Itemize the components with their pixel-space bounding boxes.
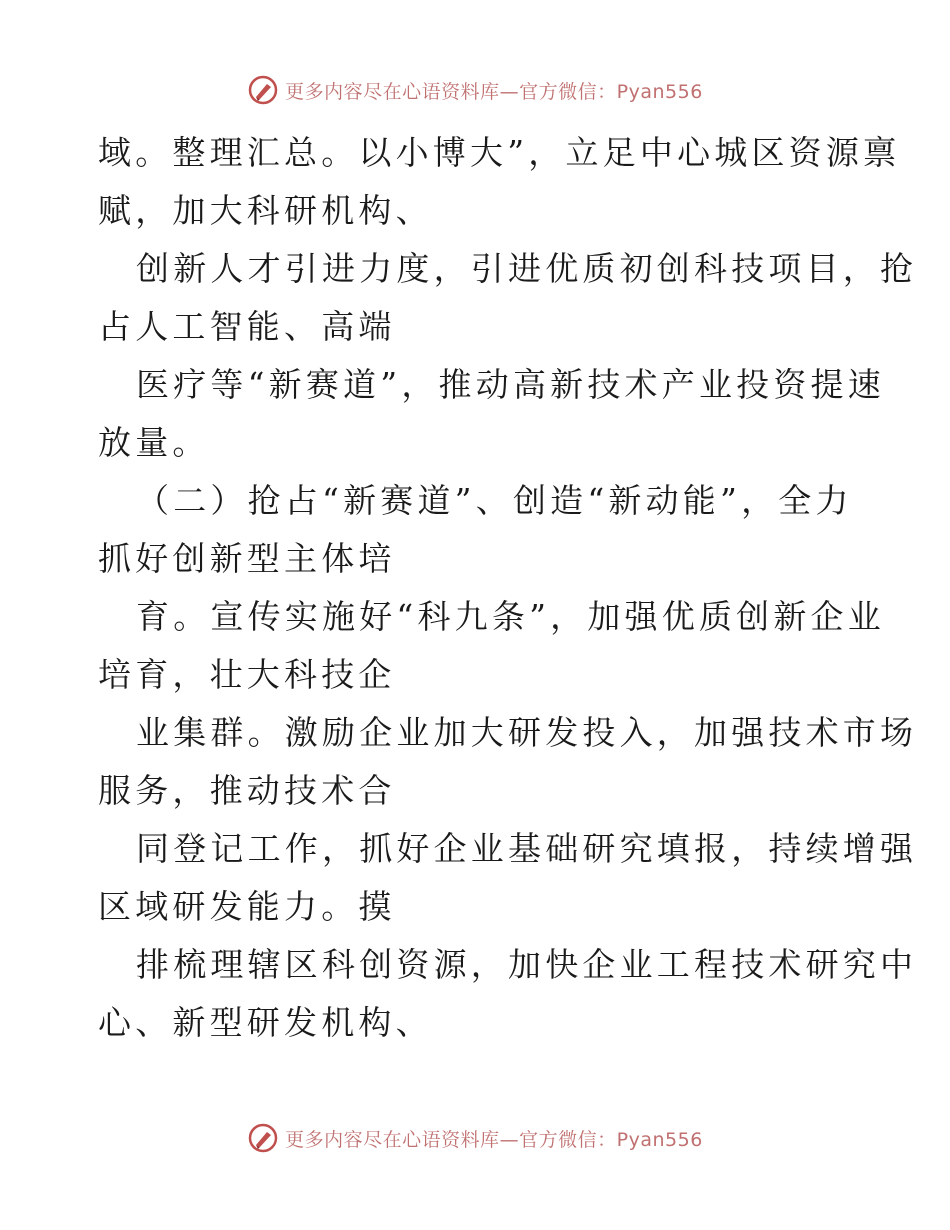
- text-line: 同登记工作，抓好企业基础研究填报，持续增强: [136, 829, 918, 868]
- watermark-text: 更多内容尽在心语资料库—官方微信：Pyan556: [285, 1128, 703, 1151]
- text-line: 域。整理汇总。以小博大”，立足中心城区资源禀: [98, 133, 901, 172]
- text-line: 抓好创新型主体培: [98, 539, 396, 578]
- text-line: 业集群。激励企业加大研发投入，加强技术市场: [136, 713, 918, 752]
- pen-logo-icon: [247, 74, 279, 106]
- watermark-text: 更多内容尽在心语资料库—官方微信：Pyan556: [285, 80, 703, 103]
- text-line: 赋，加大科研机构、: [98, 191, 433, 230]
- document-body: [98, 124, 918, 1052]
- text-line: 创新人才引进力度，引进优质初创科技项目，抢: [136, 249, 918, 288]
- text-line: 医疗等“新赛道”，推动高新技术产业投资提速: [136, 365, 885, 404]
- text-line: 排梳理辖区科创资源，加快企业工程技术研究中: [136, 945, 918, 984]
- text-line: 占人工智能、高端: [98, 307, 396, 346]
- text-line: 服务，推动技术合: [98, 771, 396, 810]
- header-watermark: [0, 74, 950, 106]
- footer-watermark: [0, 1122, 950, 1154]
- text-line: （二）抢占“新赛道”、创造“新动能”，全力: [136, 481, 853, 520]
- pen-logo-icon: [247, 1122, 279, 1154]
- text-line: 区域研发能力。摸: [98, 887, 396, 926]
- text-line: 心、新型研发机构、: [98, 1003, 433, 1042]
- text-line: 育。宣传实施好“科九条”，加强优质创新企业: [136, 597, 885, 636]
- text-line: 培育，壮大科技企: [98, 655, 396, 694]
- text-line: 放量。: [98, 423, 210, 462]
